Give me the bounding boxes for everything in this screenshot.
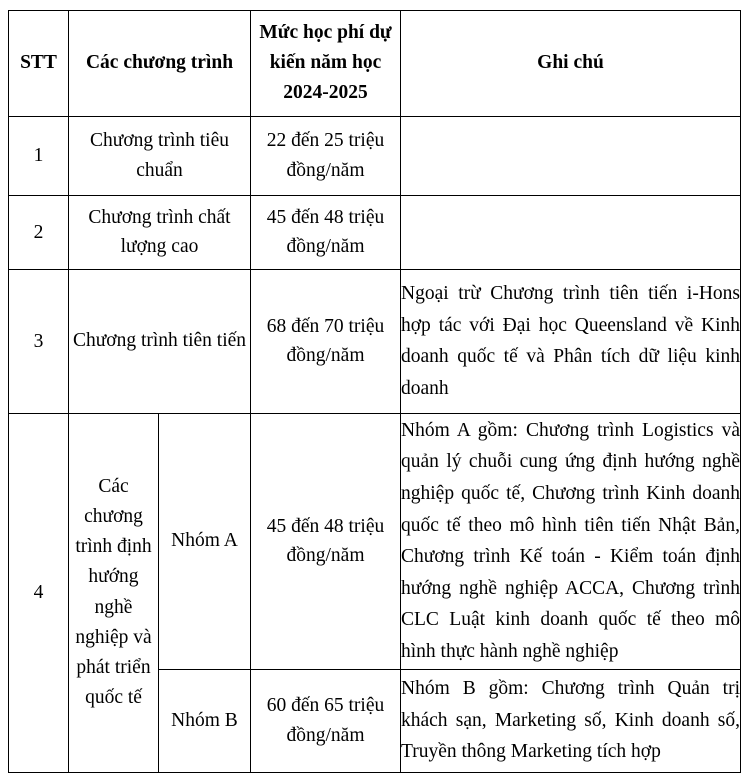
table-row bbox=[9, 195, 741, 269]
column-header-stt: STT bbox=[9, 11, 69, 117]
row-number: 1 bbox=[9, 116, 69, 195]
subgroup-name: Nhóm A bbox=[159, 413, 251, 669]
program-name: Các chương trình định hướng nghề nghiệp và phát triển quốc tế bbox=[69, 413, 159, 772]
program-name: Chương trình chất lượng cao bbox=[69, 195, 251, 269]
program-fee: 45 đến 48 triệu đồng/năm bbox=[251, 413, 401, 669]
table-row bbox=[9, 269, 741, 413]
column-header-note: Ghi chú bbox=[401, 11, 741, 117]
table-row bbox=[9, 116, 741, 195]
column-header-fee: Mức học phí dự kiến năm học 2024-2025 bbox=[251, 11, 401, 117]
row-number: 3 bbox=[9, 269, 69, 413]
program-fee: 22 đến 25 triệu đồng/năm bbox=[251, 116, 401, 195]
program-note: Nhóm B gồm: Chương trình Quản trị khách sạn, Marketing số, Kinh doanh số, Truyền thông Marketing tích hợp bbox=[401, 669, 741, 772]
program-name: Chương trình tiêu chuẩn bbox=[69, 116, 251, 195]
program-note: Ngoại trừ Chương trình tiên tiến i-Hons hợp tác với Đại học Queensland về Kinh doanh quốc tế và Phân tích dữ liệu kinh doanh bbox=[401, 269, 741, 413]
program-fee: 68 đến 70 triệu đồng/năm bbox=[251, 269, 401, 413]
program-fee: 45 đến 48 triệu đồng/năm bbox=[251, 195, 401, 269]
column-header-programs: Các chương trình bbox=[69, 11, 251, 117]
program-note bbox=[401, 116, 741, 195]
row-number: 4 bbox=[9, 413, 69, 772]
program-note: Nhóm A gồm: Chương trình Logistics và quản lý chuỗi cung ứng định hướng nghề nghiệp quốc tế, Chương trình Kinh doanh quốc tế theo mô hình tiên tiến Nhật Bản, Chương trình Kế toán - Kiểm toán định hướng nghề nghiệp ACCA, Chương trình CLC Luật kinh doanh quốc tế theo mô hình thực hành nghề nghiệp bbox=[401, 413, 741, 669]
table-header-row bbox=[9, 11, 741, 117]
tuition-fee-table bbox=[8, 10, 741, 773]
program-note bbox=[401, 195, 741, 269]
table-row bbox=[9, 413, 741, 669]
subgroup-name: Nhóm B bbox=[159, 669, 251, 772]
program-fee: 60 đến 65 triệu đồng/năm bbox=[251, 669, 401, 772]
row-number: 2 bbox=[9, 195, 69, 269]
program-name: Chương trình tiên tiến bbox=[69, 269, 251, 413]
